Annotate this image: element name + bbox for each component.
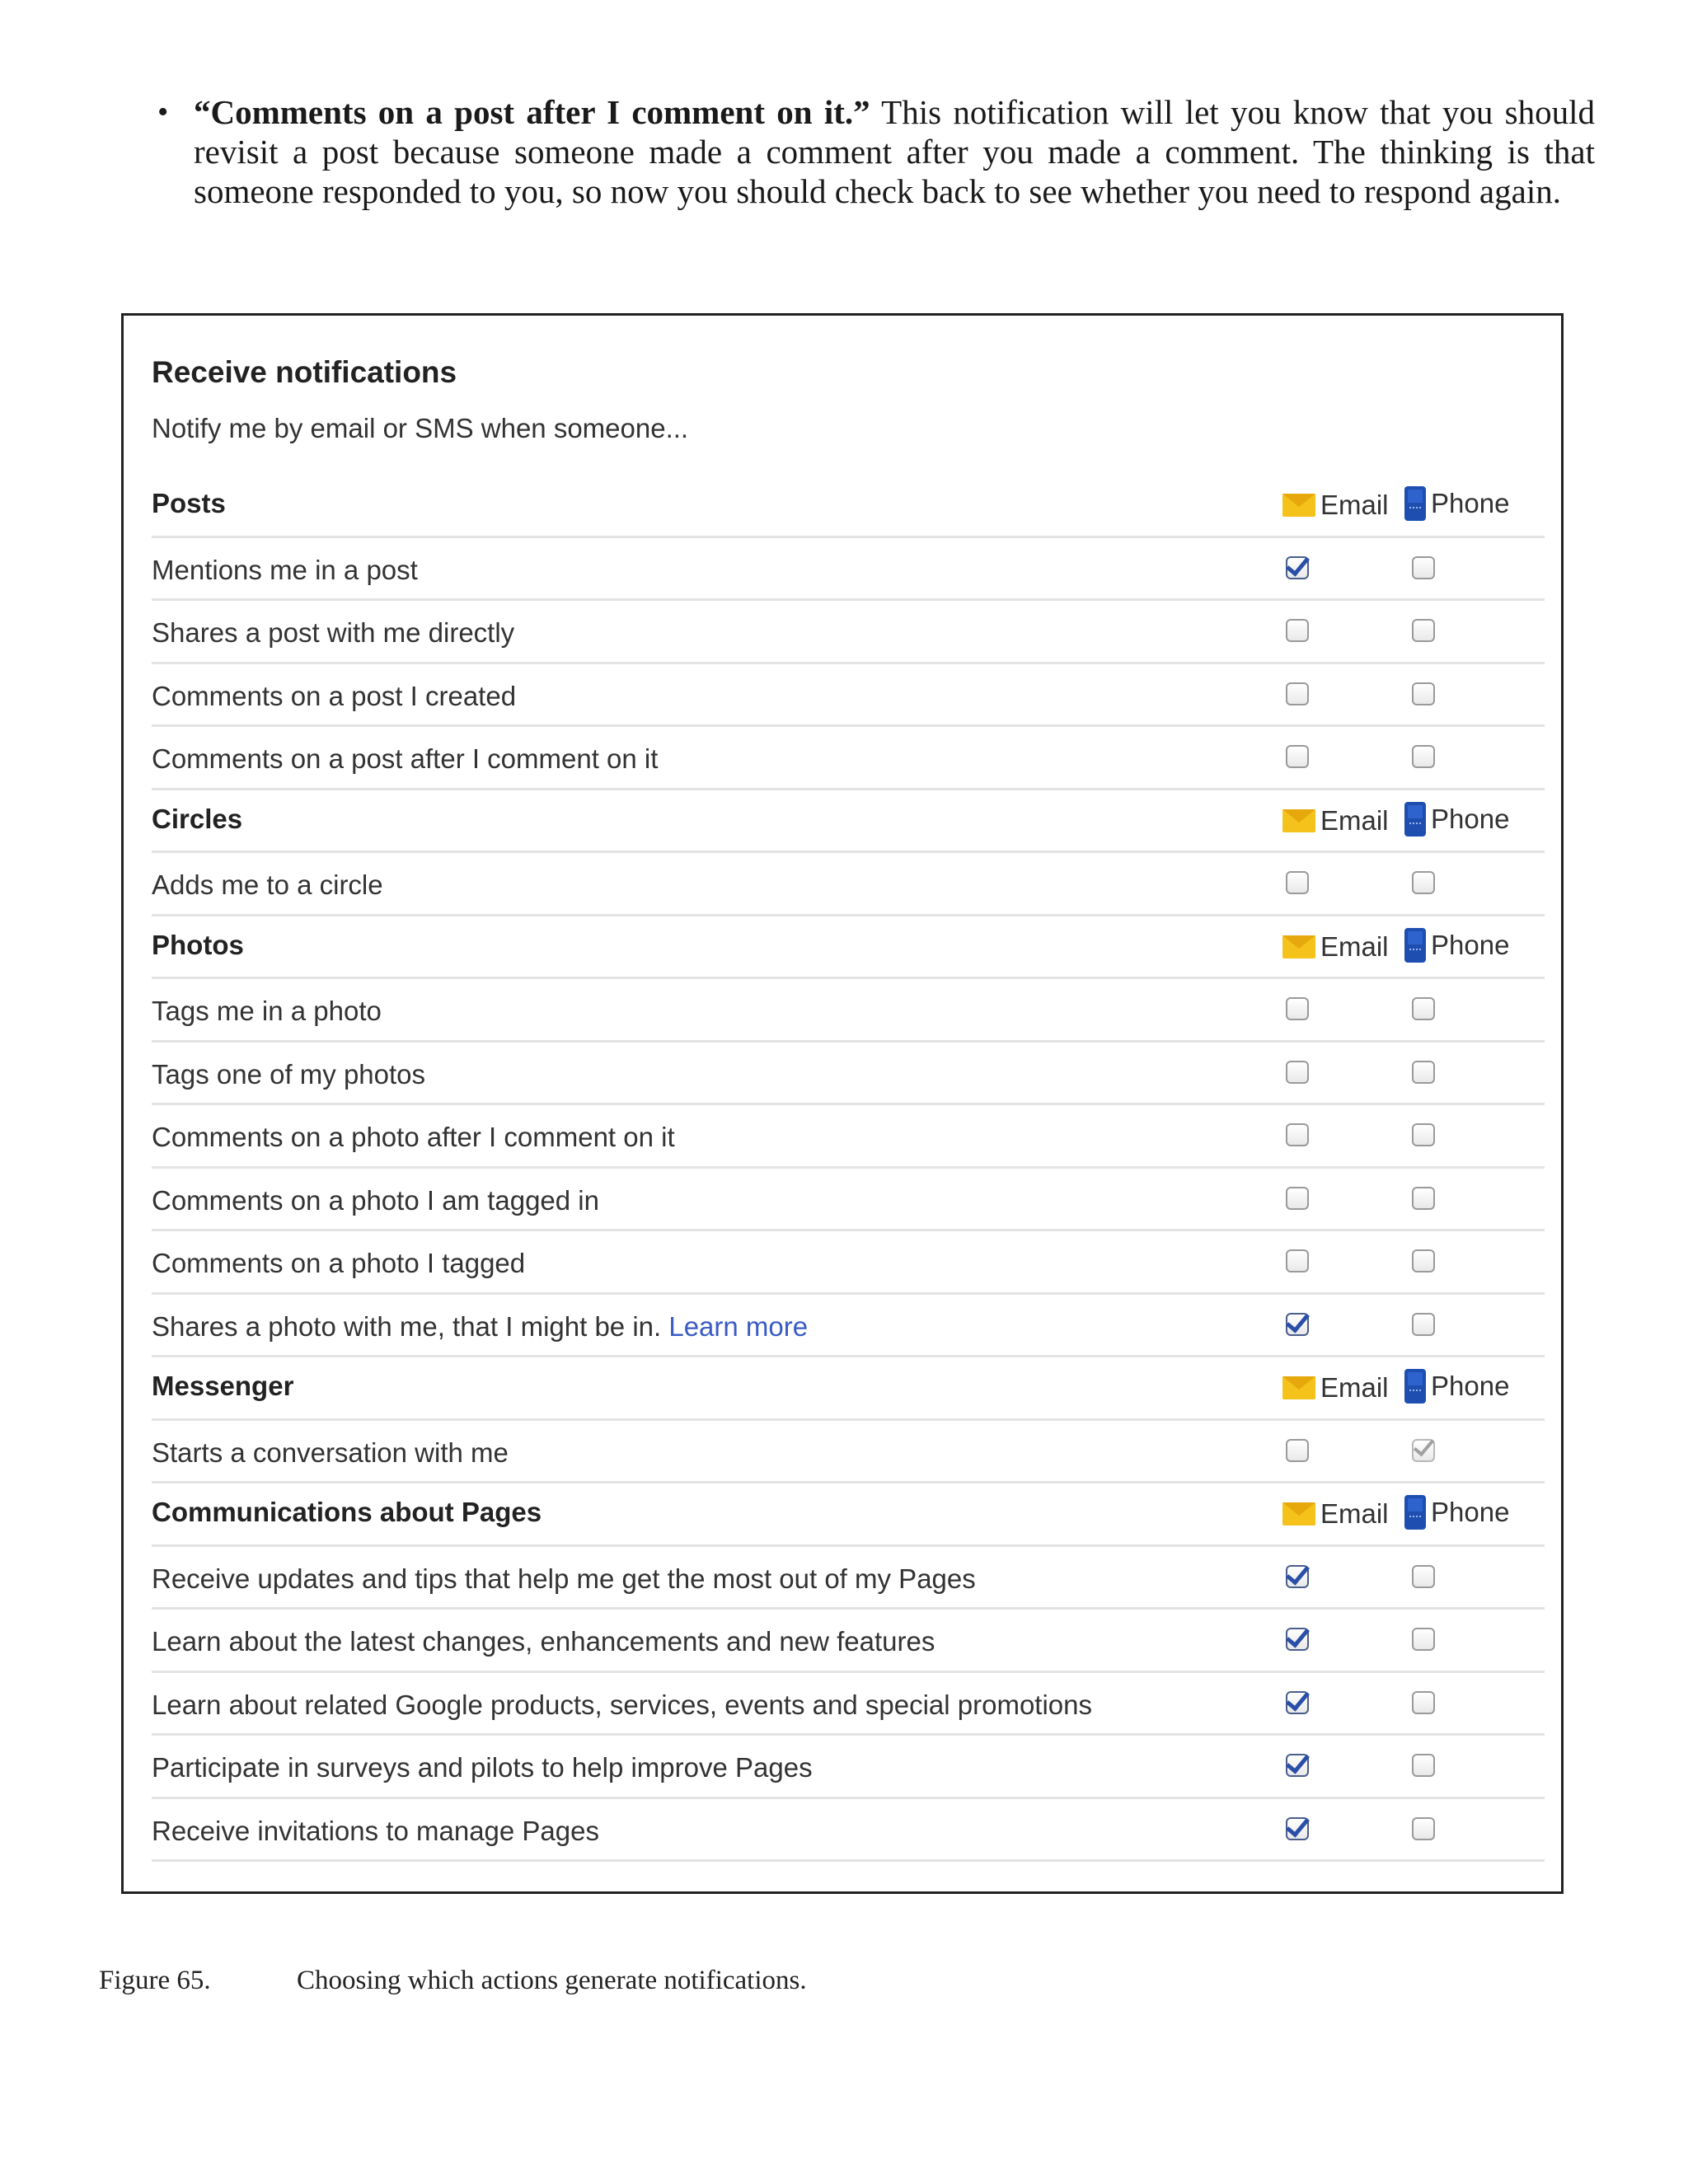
figure-caption xyxy=(99,1966,807,1996)
email-label: Email xyxy=(1320,490,1389,520)
label-text: Communications about Pages xyxy=(152,1497,542,1527)
phone-checkbox[interactable] xyxy=(1412,1313,1435,1336)
section-header xyxy=(152,1483,1545,1547)
phone-label: Phone xyxy=(1431,488,1510,518)
phone-checkbox[interactable] xyxy=(1412,1249,1435,1272)
panel-subtitle: Notify me by email or SMS when someone... xyxy=(152,413,689,443)
notification-row xyxy=(152,1043,1545,1106)
phone-checkbox[interactable] xyxy=(1412,1439,1435,1462)
envelope-icon xyxy=(1282,935,1315,958)
phone-column-header xyxy=(1404,802,1509,837)
notification-row xyxy=(152,1736,1545,1799)
panel-title: Receive notifications xyxy=(152,355,457,389)
email-column-header xyxy=(1282,805,1389,837)
phone-label: Phone xyxy=(1431,1497,1510,1527)
phone-checkbox[interactable] xyxy=(1412,1628,1435,1651)
section-title xyxy=(152,1497,542,1528)
email-checkbox[interactable] xyxy=(1286,871,1309,894)
label-text: Receive invitations to manage Pages xyxy=(152,1815,599,1846)
phone-column-header xyxy=(1404,486,1509,521)
envelope-icon xyxy=(1282,1502,1315,1526)
phone-label: Phone xyxy=(1431,1371,1510,1401)
phone-checkbox[interactable] xyxy=(1412,1691,1435,1714)
section-header xyxy=(152,916,1545,980)
email-label: Email xyxy=(1320,930,1389,962)
label-text: Participate in surveys and pilots to help improve Pages xyxy=(152,1752,813,1783)
notification-label xyxy=(152,1248,525,1279)
notification-row xyxy=(152,1610,1545,1673)
notification-label xyxy=(152,1122,675,1153)
envelope-icon xyxy=(1282,1376,1315,1399)
intro-bold: “Comments on a post after I comment on it.” xyxy=(194,93,870,131)
envelope-icon xyxy=(1282,809,1315,832)
email-checkbox[interactable] xyxy=(1286,1439,1309,1462)
notification-label xyxy=(152,681,516,712)
phone-checkbox[interactable] xyxy=(1412,556,1435,579)
label-text: Circles xyxy=(152,803,243,834)
notification-label xyxy=(152,1059,425,1090)
email-checkbox[interactable] xyxy=(1286,1691,1309,1714)
notification-label xyxy=(152,1690,1092,1721)
label-text: Comments on a photo after I comment on it xyxy=(152,1122,675,1152)
section-header xyxy=(152,475,1545,538)
notification-label xyxy=(152,743,658,775)
label-text: Comments on a photo I am tagged in xyxy=(152,1184,599,1216)
label-text: Messenger xyxy=(152,1371,294,1401)
phone-checkbox[interactable] xyxy=(1412,1123,1435,1146)
notification-row xyxy=(152,1169,1545,1232)
label-text: Learn about the latest changes, enhancements and new features xyxy=(152,1626,935,1657)
label-text: Comments on a post I created xyxy=(152,680,517,711)
notifications-panel xyxy=(121,313,1564,1894)
notification-row xyxy=(152,1231,1545,1295)
notification-row xyxy=(152,727,1545,790)
phone-checkbox[interactable] xyxy=(1412,997,1435,1020)
label-text: Tags one of my photos xyxy=(152,1058,426,1090)
notification-label xyxy=(152,1626,935,1657)
notification-row xyxy=(152,538,1545,602)
email-checkbox[interactable] xyxy=(1286,1628,1309,1651)
phone-icon xyxy=(1404,486,1426,521)
notification-label xyxy=(152,1752,813,1783)
phone-column-header xyxy=(1404,1495,1509,1530)
phone-icon xyxy=(1404,1369,1426,1404)
phone-icon xyxy=(1404,928,1426,963)
intro-text xyxy=(194,92,1595,211)
email-checkbox[interactable] xyxy=(1286,1313,1309,1336)
notification-label xyxy=(152,1437,509,1469)
notification-label xyxy=(152,1311,808,1343)
email-checkbox[interactable] xyxy=(1286,1565,1309,1588)
email-column-header xyxy=(1282,490,1389,521)
notification-label xyxy=(152,1563,976,1595)
email-label: Email xyxy=(1320,1498,1389,1529)
notification-label xyxy=(152,1816,599,1847)
email-checkbox[interactable] xyxy=(1286,682,1309,705)
section-title xyxy=(152,488,226,519)
email-column-header xyxy=(1282,1372,1389,1404)
notification-row xyxy=(152,979,1545,1043)
section-header xyxy=(152,1357,1545,1421)
notification-row xyxy=(152,853,1545,916)
section-title xyxy=(152,930,244,961)
bullet: • xyxy=(157,95,169,129)
label-text: Receive updates and tips that help me get the most out of my Pages xyxy=(152,1563,976,1594)
email-column-header xyxy=(1282,1498,1389,1530)
phone-label: Phone xyxy=(1431,803,1510,834)
notification-row xyxy=(152,1421,1545,1484)
label-text: Tags me in a photo xyxy=(152,996,382,1026)
label-text: Mentions me in a post xyxy=(152,554,418,585)
notification-row xyxy=(152,1295,1545,1358)
figure-caption-text: Choosing which actions generate notifications. xyxy=(297,1966,807,1995)
label-text: Shares a photo with me, that I might be in. xyxy=(152,1310,662,1342)
phone-checkbox[interactable] xyxy=(1412,1817,1435,1840)
notification-row xyxy=(152,1673,1545,1736)
label-text: Posts xyxy=(152,488,226,518)
email-checkbox[interactable] xyxy=(1286,619,1309,642)
phone-column-header xyxy=(1404,1369,1509,1404)
figure-number: Figure 65. xyxy=(99,1966,211,1995)
notification-label xyxy=(152,869,383,901)
label-text: Shares a post with me directly xyxy=(152,617,515,648)
phone-checkbox[interactable] xyxy=(1412,1187,1435,1210)
label-text: Starts a conversation with me xyxy=(152,1436,509,1468)
label-text: Photos xyxy=(152,929,244,960)
notification-row xyxy=(152,601,1545,664)
phone-icon xyxy=(1404,802,1426,837)
email-checkbox[interactable] xyxy=(1286,1061,1309,1084)
email-checkbox[interactable] xyxy=(1286,1187,1309,1210)
email-checkbox[interactable] xyxy=(1286,745,1309,768)
phone-column-header xyxy=(1404,928,1509,963)
phone-checkbox[interactable] xyxy=(1412,682,1435,705)
notification-row xyxy=(152,1547,1545,1610)
email-checkbox[interactable] xyxy=(1286,556,1309,579)
notification-row xyxy=(152,664,1545,728)
notification-row xyxy=(152,1799,1545,1863)
phone-checkbox[interactable] xyxy=(1412,1754,1435,1777)
section-header xyxy=(152,790,1545,854)
email-checkbox[interactable] xyxy=(1286,1249,1309,1272)
email-column-header xyxy=(1282,931,1389,963)
intro-body: This notification will let you know that you should revisit a post because someone made a comment after you made a comment. The thinking is that someone responded to you, so now you should check back to see whether you need to respond again. xyxy=(194,93,1595,210)
envelope-icon xyxy=(1282,494,1315,517)
notification-label xyxy=(152,996,382,1027)
notification-row xyxy=(152,1105,1545,1169)
notification-rows xyxy=(152,475,1545,1862)
phone-label: Phone xyxy=(1431,929,1510,960)
email-checkbox[interactable] xyxy=(1286,1123,1309,1146)
phone-checkbox[interactable] xyxy=(1412,871,1435,894)
phone-checkbox[interactable] xyxy=(1412,745,1435,768)
label-text: Learn about related Google products, services, events and special promotions xyxy=(152,1689,1092,1720)
notification-label xyxy=(152,555,418,586)
email-checkbox[interactable] xyxy=(1286,1754,1309,1777)
phone-checkbox[interactable] xyxy=(1412,1565,1435,1588)
section-title xyxy=(152,1371,293,1402)
section-title xyxy=(152,804,242,835)
learn-more-link[interactable]: Learn more xyxy=(668,1310,809,1342)
label-text: Comments on a post after I comment on it xyxy=(152,743,659,774)
email-checkbox[interactable] xyxy=(1286,1817,1309,1840)
label-text: Comments on a photo I tagged xyxy=(152,1248,526,1278)
email-label: Email xyxy=(1320,804,1389,836)
phone-checkbox[interactable] xyxy=(1412,619,1435,642)
notification-label xyxy=(152,1185,599,1216)
notification-label xyxy=(152,617,514,649)
email-label: Email xyxy=(1320,1372,1389,1403)
label-text: Adds me to a circle xyxy=(152,869,383,900)
phone-checkbox[interactable] xyxy=(1412,1061,1435,1084)
phone-icon xyxy=(1404,1495,1426,1530)
intro-paragraph xyxy=(157,92,1595,211)
email-checkbox[interactable] xyxy=(1286,997,1309,1020)
